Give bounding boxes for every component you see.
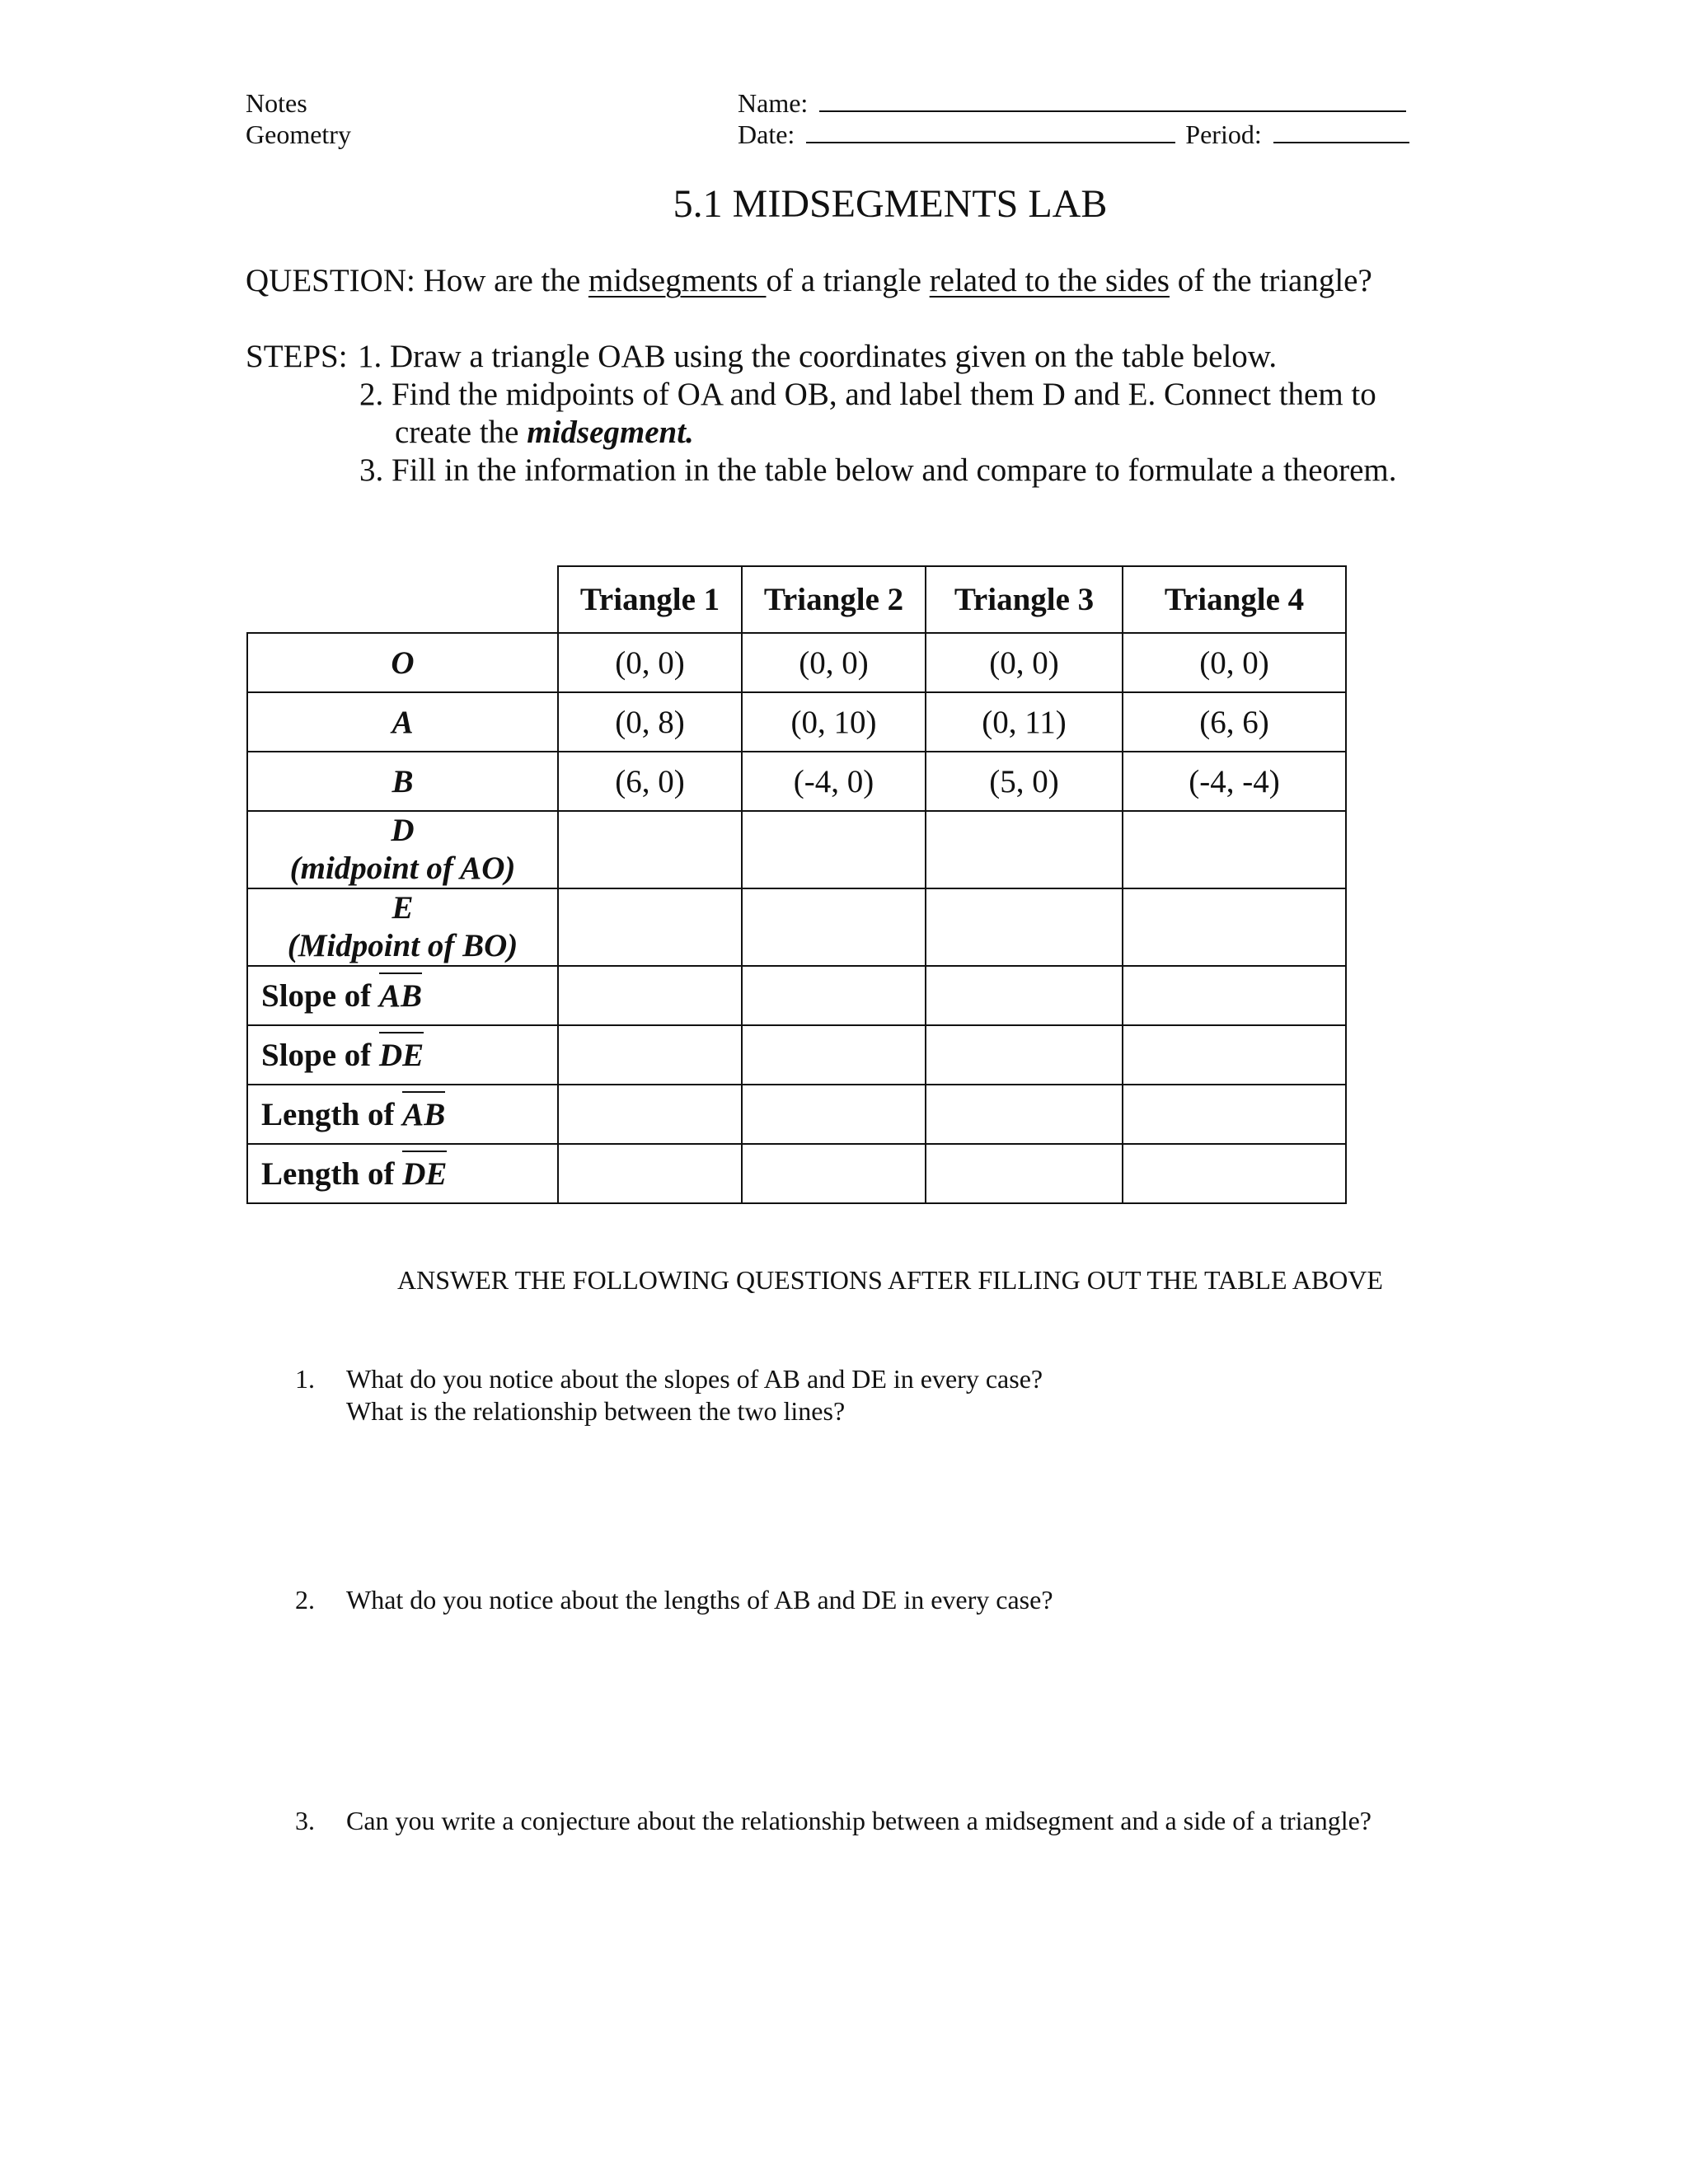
question-1-number: 1. bbox=[295, 1364, 315, 1394]
segment-ab: AB bbox=[379, 977, 423, 1014]
date-row bbox=[738, 119, 1409, 150]
cell-length-de-3[interactable] bbox=[926, 1144, 1123, 1203]
segment-de: DE bbox=[379, 1037, 424, 1073]
question-3-number: 3. bbox=[295, 1806, 315, 1835]
question-underlined-related: related to the sides bbox=[929, 263, 1170, 298]
answer-heading: ANSWER THE FOLLOWING QUESTIONS AFTER FILLING OUT THE TABLE ABOVE bbox=[397, 1265, 1383, 1295]
cell-length-ab-1[interactable] bbox=[558, 1085, 742, 1144]
segment-de: DE bbox=[402, 1155, 448, 1192]
cell-length-de-4[interactable] bbox=[1123, 1144, 1346, 1203]
slope-ab-text: Slope of bbox=[261, 977, 372, 1014]
length-de-text: Length of bbox=[261, 1155, 395, 1192]
lab-question bbox=[246, 262, 1372, 299]
cell-b-4: (-4, -4) bbox=[1123, 752, 1346, 811]
cell-d-1[interactable] bbox=[558, 811, 742, 888]
cell-a-3: (0, 11) bbox=[926, 692, 1123, 752]
cell-slope-de-2[interactable] bbox=[742, 1025, 926, 1085]
slope-de-text: Slope of bbox=[261, 1037, 372, 1073]
row-label-length-ab bbox=[247, 1085, 558, 1144]
table-row-length-ab bbox=[247, 1085, 1346, 1144]
cell-o-2: (0, 0) bbox=[742, 633, 926, 692]
column-header: Triangle 2 bbox=[742, 566, 926, 633]
cell-length-ab-2[interactable] bbox=[742, 1085, 926, 1144]
date-label: Date: bbox=[738, 120, 795, 149]
cell-slope-ab-4[interactable] bbox=[1123, 966, 1346, 1025]
step-2-continued bbox=[395, 414, 694, 451]
row-label-slope-de bbox=[247, 1025, 558, 1085]
cell-b-1: (6, 0) bbox=[558, 752, 742, 811]
table-row-slope-de bbox=[247, 1025, 1346, 1085]
cell-length-ab-3[interactable] bbox=[926, 1085, 1123, 1144]
question-2: What do you notice about the lengths of AB and DE in every case? bbox=[346, 1585, 1053, 1615]
midsegment-table bbox=[246, 565, 1347, 1204]
question-1-line-1: What do you notice about the slopes of AB and DE in every case? bbox=[346, 1364, 1043, 1394]
cell-e-4[interactable] bbox=[1123, 888, 1346, 966]
step-2: 2. Find the midpoints of OA and OB, and label them D and E. Connect them to bbox=[359, 377, 1376, 412]
cell-e-3[interactable] bbox=[926, 888, 1123, 966]
question-underlined-midsegments: midsegments bbox=[588, 263, 767, 298]
table-row-a bbox=[247, 692, 1346, 752]
period-label: Period: bbox=[1185, 120, 1262, 149]
cell-length-ab-4[interactable] bbox=[1123, 1085, 1346, 1144]
column-header: Triangle 3 bbox=[926, 566, 1123, 633]
table-corner bbox=[247, 566, 558, 633]
name-blank[interactable] bbox=[819, 87, 1406, 112]
row-label-d bbox=[247, 811, 558, 888]
cell-b-2: (-4, 0) bbox=[742, 752, 926, 811]
question-1-line-2: What is the relationship between the two lines? bbox=[346, 1396, 846, 1426]
cell-e-2[interactable] bbox=[742, 888, 926, 966]
name-row bbox=[738, 87, 1409, 119]
row-label-o: O bbox=[247, 633, 558, 692]
header-geometry: Geometry bbox=[246, 120, 351, 149]
table-row-length-de bbox=[247, 1144, 1346, 1203]
question-3: Can you write a conjecture about the relationship between a midsegment and a side of a triangle? bbox=[346, 1806, 1372, 1835]
cell-b-3: (5, 0) bbox=[926, 752, 1123, 811]
cell-slope-ab-3[interactable] bbox=[926, 966, 1123, 1025]
row-label-b: B bbox=[247, 752, 558, 811]
row-label-d-desc: (midpoint of AO) bbox=[289, 851, 516, 886]
cell-d-2[interactable] bbox=[742, 811, 926, 888]
date-blank[interactable] bbox=[806, 119, 1175, 143]
row-label-e bbox=[247, 888, 558, 966]
row-label-a: A bbox=[247, 692, 558, 752]
header-notes: Notes bbox=[246, 88, 307, 118]
cell-slope-ab-2[interactable] bbox=[742, 966, 926, 1025]
table-row-d bbox=[247, 811, 1346, 888]
table-row-b bbox=[247, 752, 1346, 811]
table-row-o bbox=[247, 633, 1346, 692]
cell-o-1: (0, 0) bbox=[558, 633, 742, 692]
cell-slope-de-4[interactable] bbox=[1123, 1025, 1346, 1085]
step-2-prefix: create the bbox=[395, 415, 528, 450]
period-blank[interactable] bbox=[1273, 119, 1409, 143]
cell-d-3[interactable] bbox=[926, 811, 1123, 888]
name-label: Name: bbox=[738, 88, 809, 118]
steps-label: STEPS: bbox=[246, 339, 348, 374]
segment-ab: AB bbox=[402, 1096, 446, 1132]
column-header: Triangle 4 bbox=[1123, 566, 1346, 633]
cell-d-4[interactable] bbox=[1123, 811, 1346, 888]
table-header-row bbox=[247, 566, 1346, 633]
row-label-length-de bbox=[247, 1144, 558, 1203]
cell-length-de-2[interactable] bbox=[742, 1144, 926, 1203]
table-row-e bbox=[247, 888, 1346, 966]
cell-o-3: (0, 0) bbox=[926, 633, 1123, 692]
question-2-number: 2. bbox=[295, 1585, 315, 1615]
page-title: 5.1 MIDSEGMENTS LAB bbox=[673, 182, 1108, 226]
step-3: 3. Fill in the information in the table below and compare to formulate a theorem. bbox=[359, 452, 1397, 488]
step-2-midsegment: midsegment. bbox=[527, 415, 694, 450]
cell-a-1: (0, 8) bbox=[558, 692, 742, 752]
question-suffix: of the triangle? bbox=[1169, 263, 1372, 298]
row-label-e-letter: E bbox=[392, 890, 414, 926]
table-row-slope-ab bbox=[247, 966, 1346, 1025]
header-course-label bbox=[246, 87, 351, 150]
header-fields bbox=[738, 87, 1409, 150]
cell-slope-ab-1[interactable] bbox=[558, 966, 742, 1025]
cell-slope-de-3[interactable] bbox=[926, 1025, 1123, 1085]
length-ab-text: Length of bbox=[261, 1096, 395, 1132]
cell-length-de-1[interactable] bbox=[558, 1144, 742, 1203]
cell-slope-de-1[interactable] bbox=[558, 1025, 742, 1085]
question-middle: of a triangle bbox=[766, 263, 930, 298]
question-1 bbox=[346, 1363, 1043, 1427]
cell-o-4: (0, 0) bbox=[1123, 633, 1346, 692]
row-label-slope-ab bbox=[247, 966, 558, 1025]
step-1: 1. Draw a triangle OAB using the coordinates given on the table below. bbox=[358, 339, 1278, 374]
row-label-d-letter: D bbox=[391, 813, 415, 848]
cell-a-4: (6, 6) bbox=[1123, 692, 1346, 752]
question-prefix: QUESTION: How are the bbox=[246, 263, 588, 298]
cell-e-1[interactable] bbox=[558, 888, 742, 966]
row-label-e-desc: (Midpoint of BO) bbox=[287, 928, 518, 963]
column-header: Triangle 1 bbox=[558, 566, 742, 633]
cell-a-2: (0, 10) bbox=[742, 692, 926, 752]
